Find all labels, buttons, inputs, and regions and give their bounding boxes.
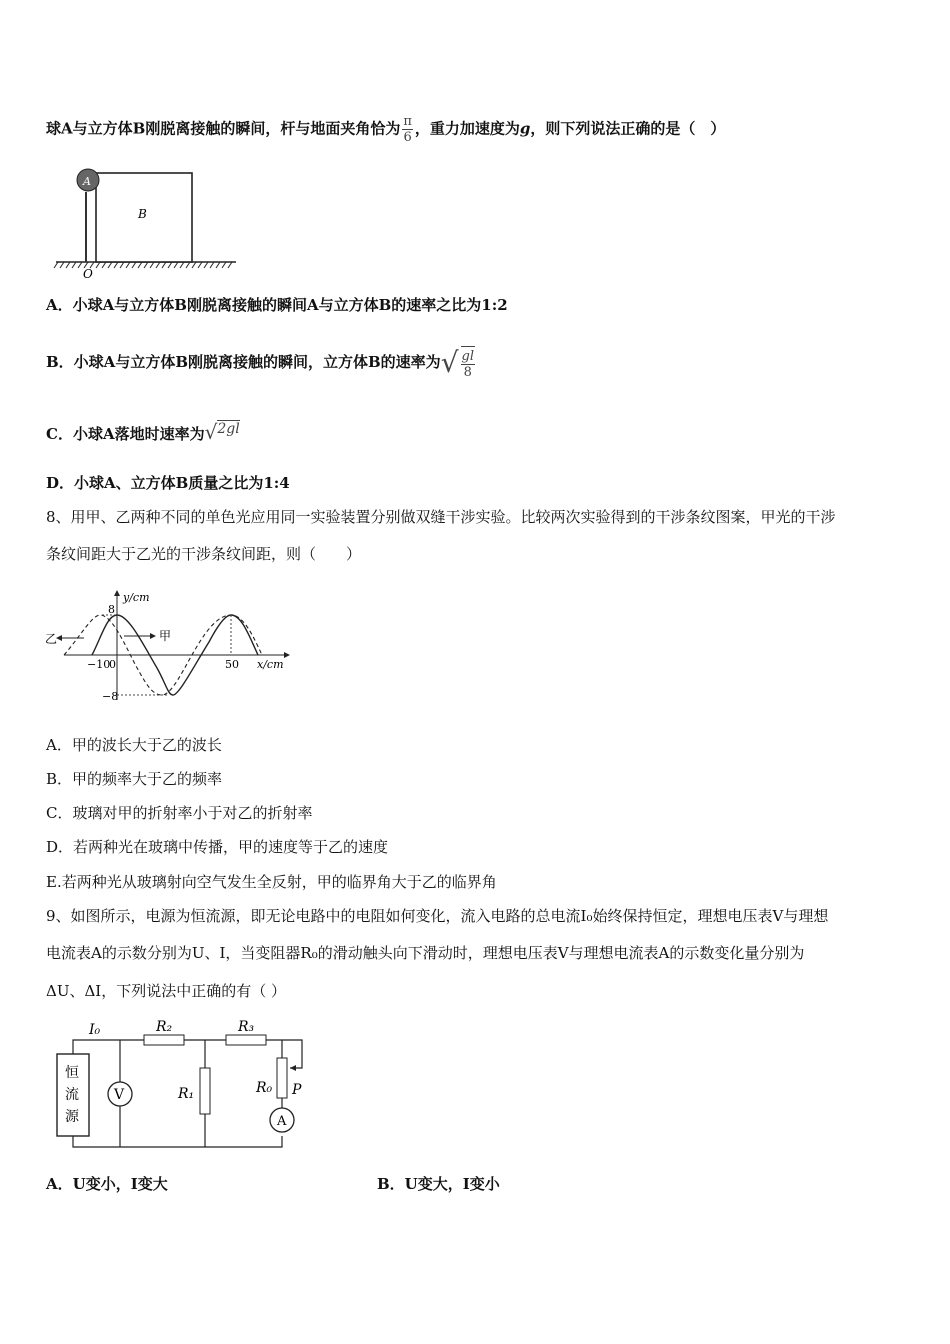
- q9-option-b: B．U变大，I变小: [377, 1175, 500, 1193]
- q8-option-c: C．玻璃对甲的折射率小于对乙的折射率: [46, 804, 313, 822]
- q8-arrowhead-jia: [150, 633, 156, 639]
- q8-tick-0: 0: [109, 658, 116, 671]
- q7-origin-label: O: [83, 267, 93, 281]
- q9-source-char1: 恒: [65, 1065, 79, 1081]
- q9-source-char3: 源: [65, 1109, 79, 1125]
- q7-block-label: B: [138, 207, 147, 221]
- q9-resistor-r3: [226, 1035, 266, 1045]
- q7-angle-denominator: 6: [403, 130, 412, 145]
- q7-ground-hatch: [54, 262, 232, 268]
- q8-tick-neg10: −10: [87, 658, 111, 671]
- q9-option-a: A．U变小，I变大: [46, 1175, 168, 1193]
- q7-stem-before: 球A与立方体B刚脱离接触的瞬间，杆与地面夹角恰为: [46, 119, 401, 138]
- q9-r0-label: R₀: [256, 1080, 273, 1096]
- q9-circuit-figure: [52, 1014, 322, 1154]
- q9-voltmeter-label: V: [114, 1087, 125, 1103]
- q7-stem: [46, 114, 725, 145]
- q9-rheostat-r0: [277, 1058, 287, 1098]
- q8-tick-8: 8: [108, 603, 115, 616]
- q9-ammeter-label: A: [277, 1114, 287, 1129]
- q9-r3-label: R₃: [238, 1019, 255, 1035]
- q7-option-a: A．小球A与立方体B刚脱离接触的瞬间A与立方体B的速率之比为1:2: [46, 296, 508, 314]
- q8-y-arrow: [114, 590, 120, 596]
- q8-option-d: D．若两种光在玻璃中传播，甲的速度等于乙的速度: [46, 838, 389, 856]
- q7-angle-numerator: π: [403, 114, 412, 129]
- q7-option-c-radicand: 2gl: [217, 421, 240, 437]
- q7-option-b-denominator: 8: [463, 365, 472, 380]
- q9-i0-label: I₀: [89, 1022, 101, 1038]
- q8-label-yi: 乙: [45, 632, 58, 646]
- q9-r1-label: R₁: [178, 1086, 195, 1102]
- q7-option-b: [46, 346, 477, 380]
- q9-p-label: P: [292, 1082, 302, 1098]
- q7-stem-after-1: ，重力加速度为: [414, 119, 520, 138]
- q8-x-arrow: [284, 652, 290, 658]
- q9-resistor-r1: [200, 1068, 210, 1114]
- q7-option-c: [46, 422, 240, 445]
- q9-stem-line1: 9、如图所示，电源为恒流源，即无论电路中的电阻如何变化，流入电路的总电流I₀始终保持恒定，理想电压表V与理想: [46, 907, 829, 925]
- q7-stem-g: g: [519, 119, 531, 138]
- q9-stem-line2: 电流表A的示数分别为U、I，当变阻器R₀的滑动触头向下滑动时，理想电压表V与理想电流表A的示数变化量分别为: [46, 944, 805, 962]
- q7-option-d: D．小球A、立方体B质量之比为1:4: [46, 474, 290, 492]
- q7-option-b-sqrt: √ $\frac{gl}{8}$: [440, 346, 475, 380]
- q9-r2-label: R₂: [156, 1019, 173, 1035]
- q7-angle-fraction: [402, 114, 413, 145]
- q8-stem-line1: 8、用甲、乙两种不同的单色光应用同一实验装置分别做双缝干涉实验。比较两次实验得到的干涉条纹图案，甲光的干涉: [46, 508, 836, 526]
- q7-option-c-sqrt: √2gl: [204, 420, 240, 444]
- q8-tick-neg8: −8: [102, 690, 119, 703]
- q9-source-char2: 流: [65, 1087, 79, 1103]
- q7-figure: [50, 162, 250, 282]
- q7-option-b-text: B．小球A与立方体B刚脱离接触的瞬间，立方体B的速率为: [46, 353, 441, 371]
- q7-ball-label: A: [83, 175, 91, 188]
- q8-figure: [44, 588, 304, 708]
- q8-option-a: A．甲的波长大于乙的波长: [46, 736, 222, 754]
- q8-tick-50: 50: [225, 658, 239, 671]
- q9-slider-arrow: [290, 1065, 296, 1071]
- q7-stem-after-2: ，则下列说法正确的是（ ）: [530, 119, 726, 138]
- q8-x-label: x/cm: [257, 658, 284, 671]
- q7-option-c-text: C．小球A落地时速率为: [46, 425, 205, 443]
- q9-stem-line3: ΔU、ΔI，下列说法中正确的有（ ）: [46, 982, 287, 1000]
- q7-option-b-numerator: gl: [461, 349, 475, 364]
- q8-stem-line2: 条纹间距大于乙光的干涉条纹间距，则（ ）: [46, 545, 362, 563]
- q8-option-b: B．甲的频率大于乙的频率: [46, 770, 223, 788]
- q8-option-e: E.若两种光从玻璃射向空气发生全反射，甲的临界角大于乙的临界角: [46, 873, 497, 891]
- q8-label-jia: 甲: [159, 629, 172, 643]
- q8-y-label: y/cm: [123, 591, 150, 604]
- q9-resistor-r2: [144, 1035, 184, 1045]
